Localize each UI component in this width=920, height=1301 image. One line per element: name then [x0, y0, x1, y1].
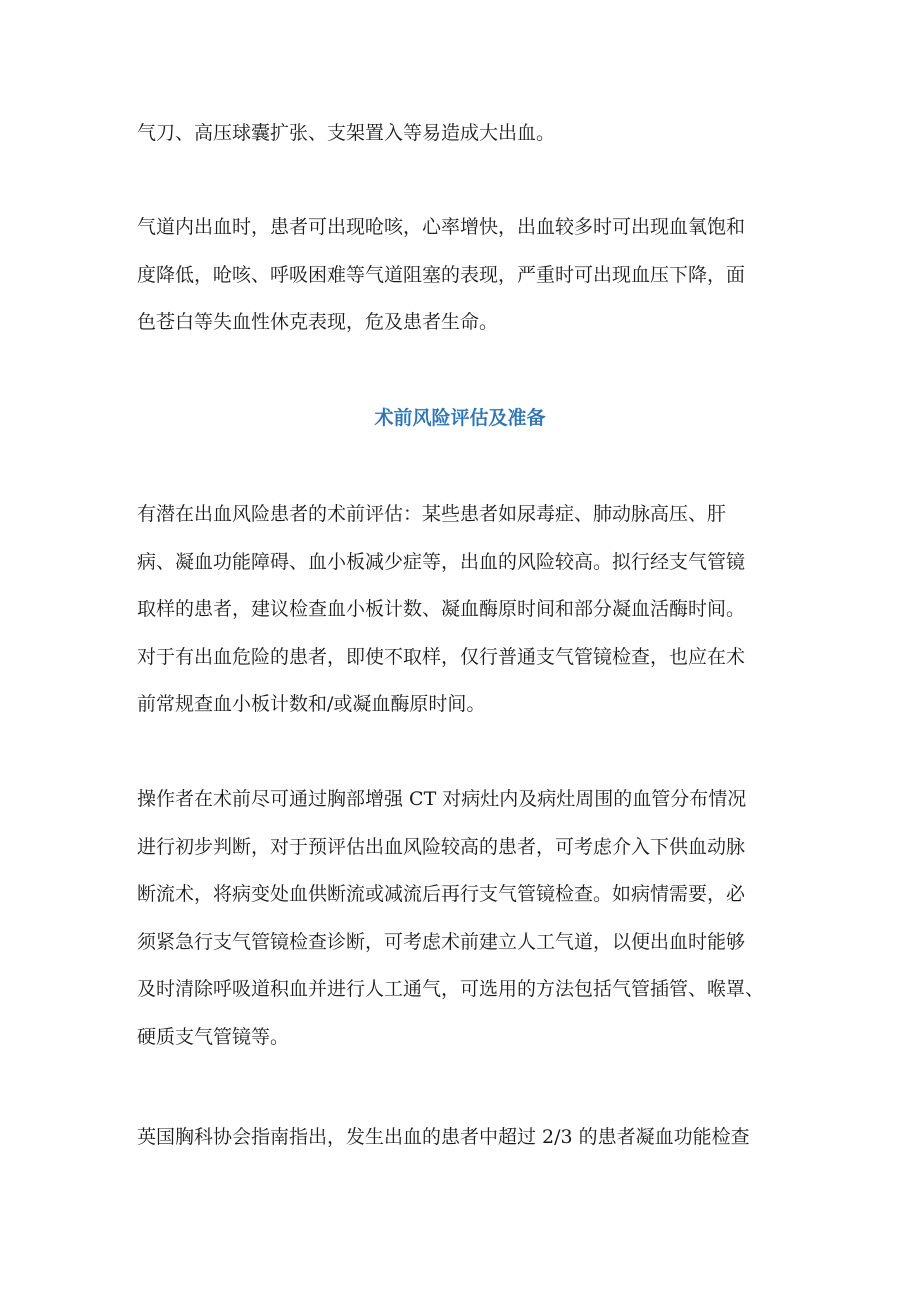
text-line: 前常规查血小板计数和/或凝血酶原时间。 — [137, 693, 486, 715]
text-line: 及时清除呼吸道积血并进行人工通气，可选用的方法包括气管插管、喉罩、 — [137, 978, 765, 1000]
text-line: 病、凝血功能障碍、血小板减少症等，出血的风险较高。拟行经支气管镜 — [137, 550, 746, 573]
paragraph-bleeding-causes — [137, 110, 802, 158]
section-heading: 术前风险评估及准备 — [374, 407, 546, 429]
text-line: 操作者在术前尽可通过胸部增强 CT 对病灶内及病灶周围的血管分布情况 — [137, 788, 747, 810]
text-line: 断流术，将病变处血供断流或减流后再行支气管镜检查。如病情需要，必 — [137, 883, 746, 905]
text-line: 气刀、高压球囊扩张、支架置入等易造成大出血。 — [137, 122, 556, 144]
paragraph-ct-evaluation — [137, 776, 802, 1061]
text-line: 取样的患者，建议检查血小板计数、凝血酶原时间和部分凝血活酶时间。 — [137, 598, 746, 620]
text-line: 英国胸科协会指南指出，发生出血的患者中超过 2/3 的患者凝血功能检查 — [137, 1126, 750, 1148]
text-line: 度降低，呛咳、呼吸困难等气道阻塞的表现，严重时可出现血压下降，面 — [137, 263, 746, 286]
text-line: 进行初步判断，对于预评估出血风险较高的患者，可考虑介入下供血动脉 — [137, 835, 746, 858]
text-line: 须紧急行支气管镜检查诊断，可考虑术前建立人工气道，以便出血时能够 — [137, 930, 746, 953]
text-line: 有潜在出血风险患者的术前评估：某些患者如尿毒症、肺动脉高压、肝 — [137, 503, 727, 525]
text-line: 色苍白等失血性休克表现，危及患者生命。 — [137, 311, 499, 333]
paragraph-preop-assessment — [137, 491, 802, 729]
text-line: 气道内出血时，患者可出现呛咳，心率增快，出血较多时可出现血氧饱和 — [137, 216, 746, 238]
text-line: 硬质支气管镜等。 — [137, 1025, 290, 1048]
text-line: 对于有出血危险的患者，即使不取样，仅行普通支气管镜检查，也应在术 — [137, 645, 746, 668]
paragraph-bts-guideline — [137, 1114, 802, 1162]
paragraph-bleeding-symptoms — [137, 204, 802, 347]
